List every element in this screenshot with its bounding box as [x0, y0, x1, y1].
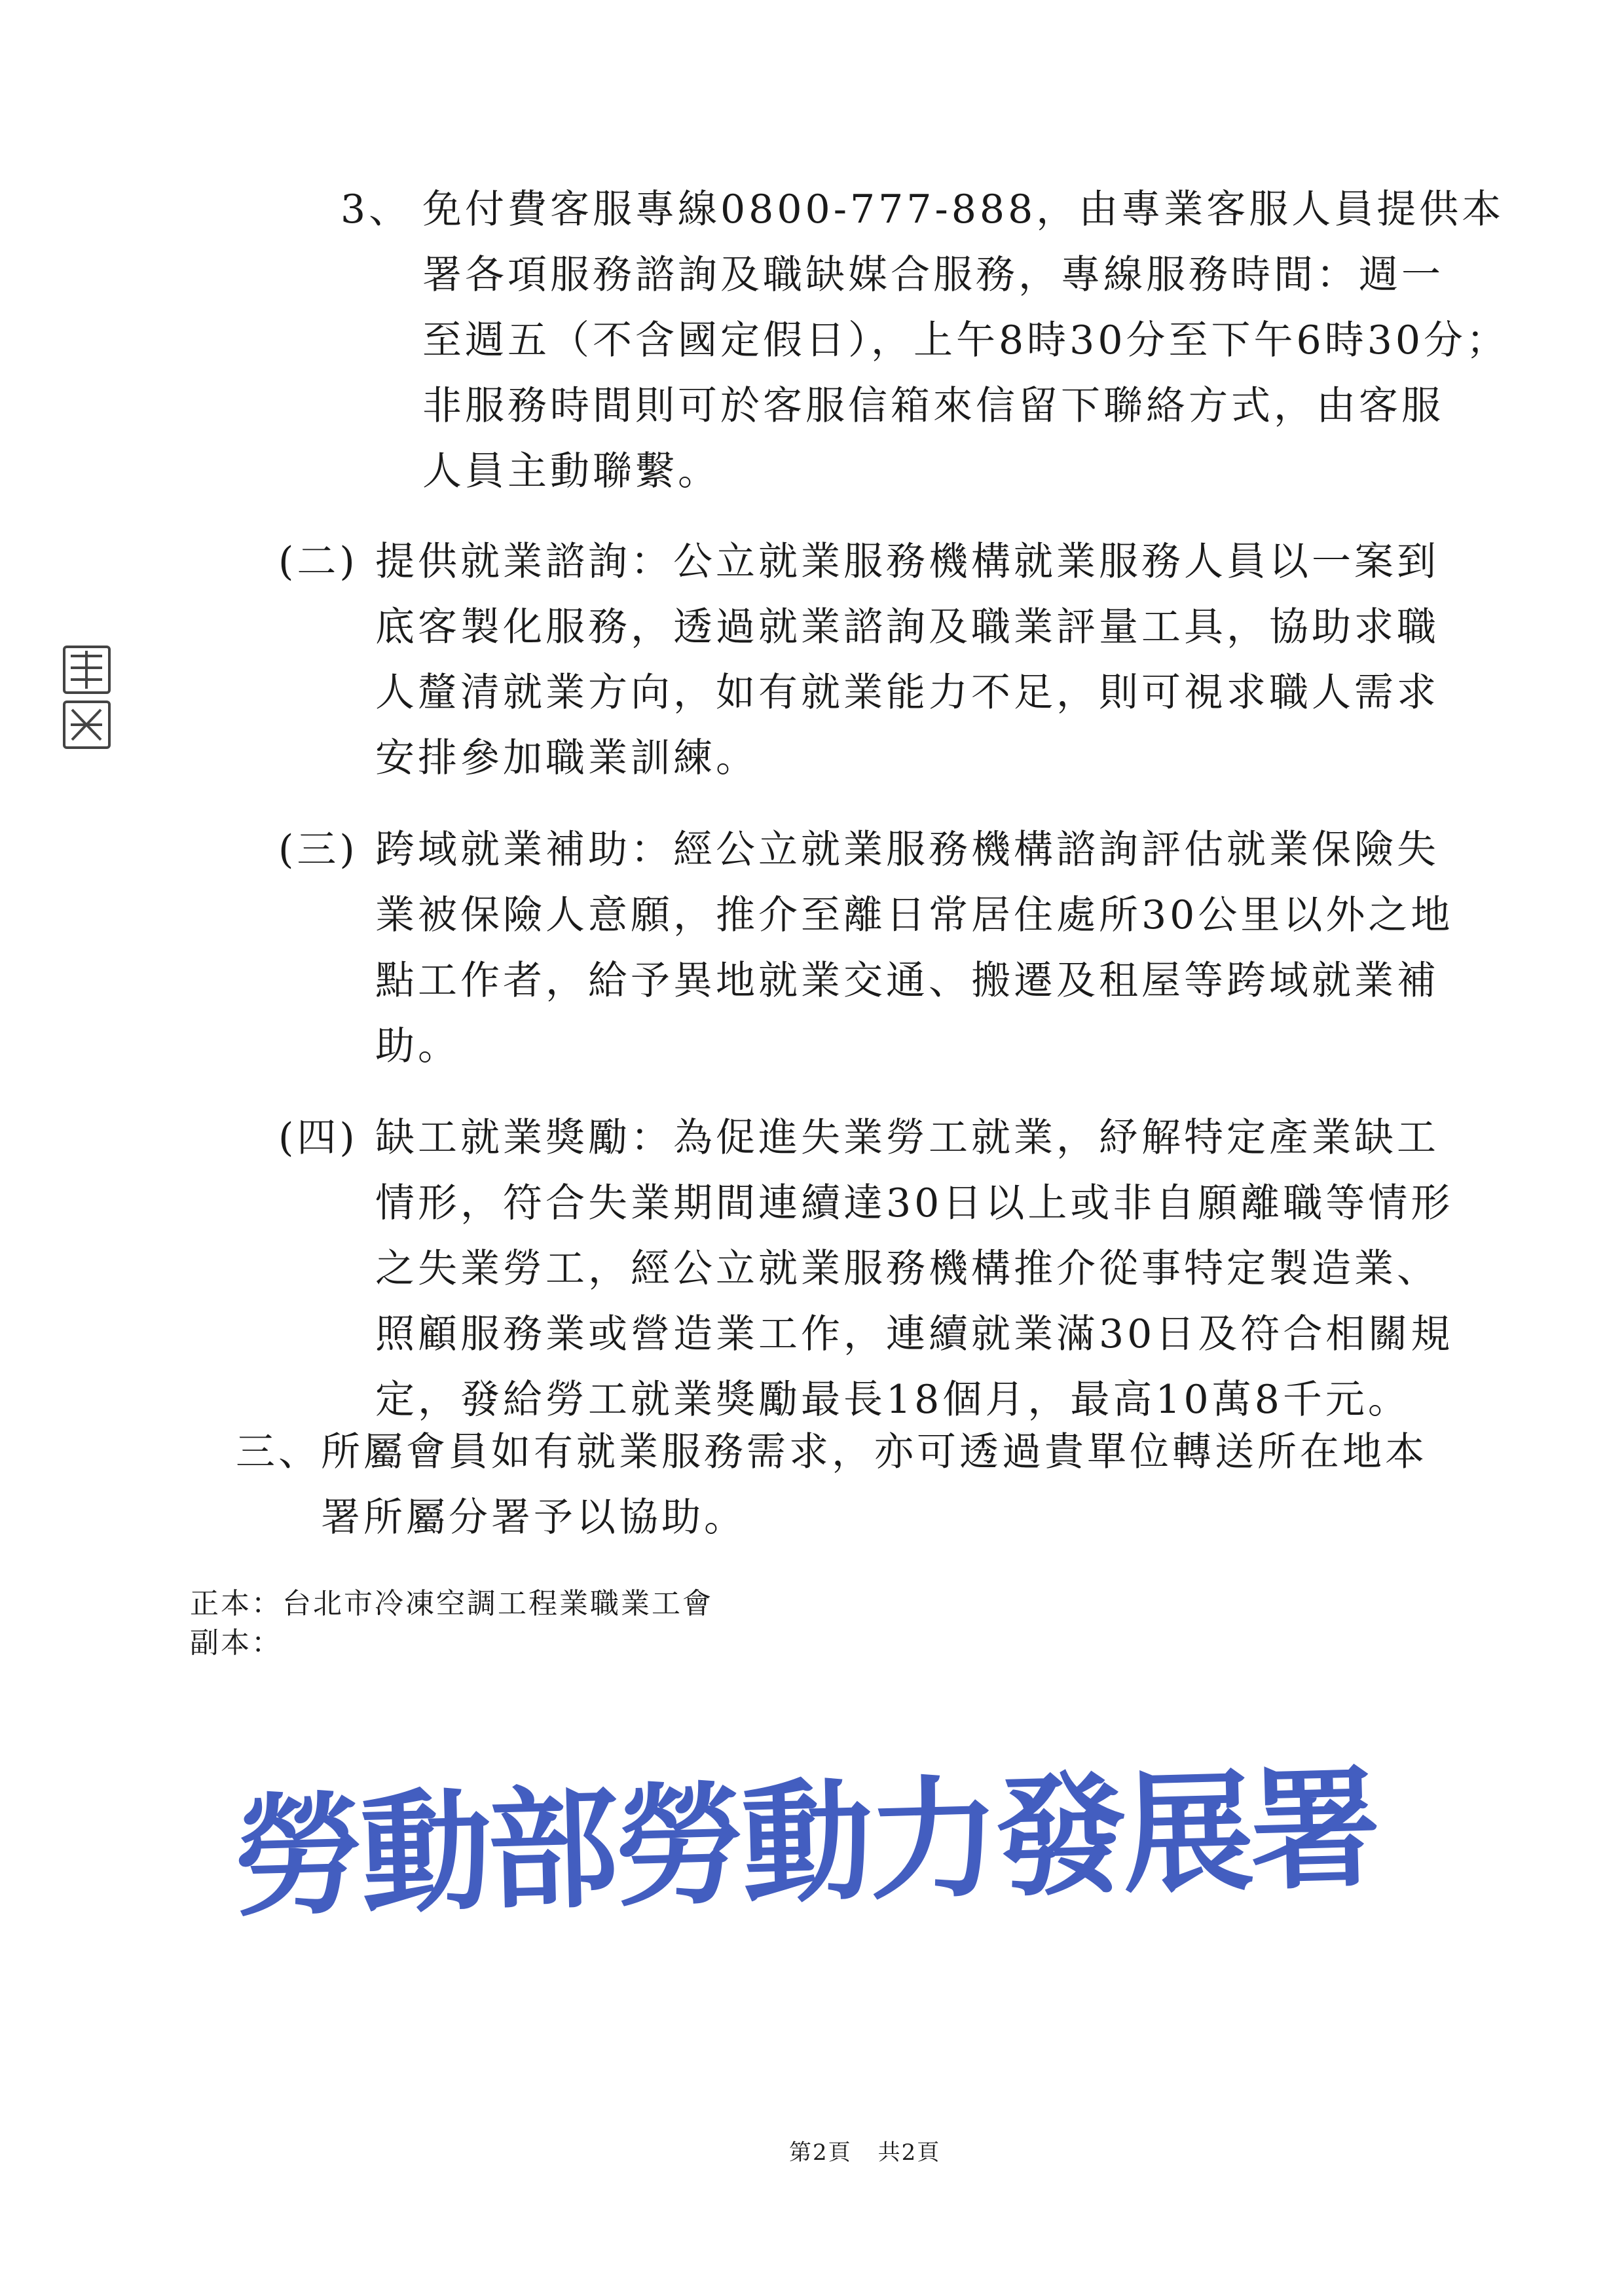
item-3-line: 至週五（不含國定假日），上午8時30分至下午6時30分； — [422, 318, 1509, 363]
agency-stamp — [231, 1751, 1379, 1938]
copy-recipient: 副本： — [190, 1626, 282, 1660]
section-2-line: 底客製化服務，透過就業諮詢及職業評量工具，協助求職 — [375, 604, 1439, 650]
section-2-line: 安排參加職業訓練。 — [375, 735, 758, 781]
item-3-line: 非服務時間則可於客服信箱來信留下聯絡方式，由客服 — [422, 383, 1444, 429]
main-item-3-line: 所屬會員如有就業服務需求，亦可透過貴單位轉送所在地本 — [321, 1429, 1428, 1475]
item-3-line: 人員主動聯繫。 — [422, 448, 720, 494]
section-3-line: 點工作者，給予異地就業交通、搬遷及租屋等跨域就業補 — [375, 958, 1439, 1004]
page-number — [789, 2134, 940, 2166]
main-item-3 — [236, 1419, 1428, 1550]
section-4-line: 照顧服務業或營造業工作，連續就業滿30日及符合相關規 — [375, 1311, 1454, 1357]
original-recipient: 正本：台北市冷凍空調工程業職業工會 — [190, 1587, 713, 1620]
item-3-label: 3、 — [341, 187, 412, 232]
section-3-line: 助。 — [375, 1023, 460, 1069]
section-3-label: (三) — [278, 827, 358, 873]
item-3-line: 署各項服務諮詢及職缺媒合服務，專線服務時間：週一 — [422, 252, 1444, 298]
main-item-3-line: 署所屬分署予以協助。 — [321, 1495, 747, 1540]
section-4-line: 定，發給勞工就業獎勵最長18個月，最高10萬8千元。 — [375, 1377, 1411, 1423]
section-4-line: 缺工就業獎勵：為促進失業勞工就業，紓解特定產業缺工 — [375, 1115, 1439, 1161]
section-4-line: 之失業勞工，經公立就業服務機構推介從事特定製造業、 — [375, 1246, 1439, 1292]
main-item-3-label: 三、 — [236, 1429, 321, 1475]
section-3-line: 業被保險人意願，推介至離日常居住處所30公里以外之地 — [375, 892, 1454, 938]
item-3-hotline — [341, 177, 1509, 504]
section-cross-region-subsidy — [278, 817, 1453, 1079]
item-3-line: 免付費客服專線0800-777-888，由專業客服人員提供本 — [422, 187, 1505, 232]
section-employment-counseling — [278, 529, 1439, 791]
section-labor-shortage-reward — [278, 1105, 1453, 1432]
page-total: 共2頁 — [877, 2140, 941, 2166]
side-seal-mark — [59, 642, 115, 753]
section-2-label: (二) — [278, 539, 358, 585]
section-4-label: (四) — [278, 1115, 358, 1161]
section-2-line: 人釐清就業方向，如有就業能力不足，則可視求職人需求 — [375, 670, 1439, 716]
section-4-line: 情形，符合失業期間連續達30日以上或非自願離職等情形 — [375, 1180, 1454, 1226]
svg-text:勞動部勞動力發展署: 勞動部勞動力發展署 — [231, 1751, 1379, 1935]
section-2-line: 提供就業諮詢：公立就業服務機構就業服務人員以一案到 — [375, 539, 1439, 585]
section-3-line: 跨域就業補助：經公立就業服務機構諮詢評估就業保險失 — [375, 827, 1439, 873]
page-current: 第2頁 — [789, 2140, 852, 2166]
